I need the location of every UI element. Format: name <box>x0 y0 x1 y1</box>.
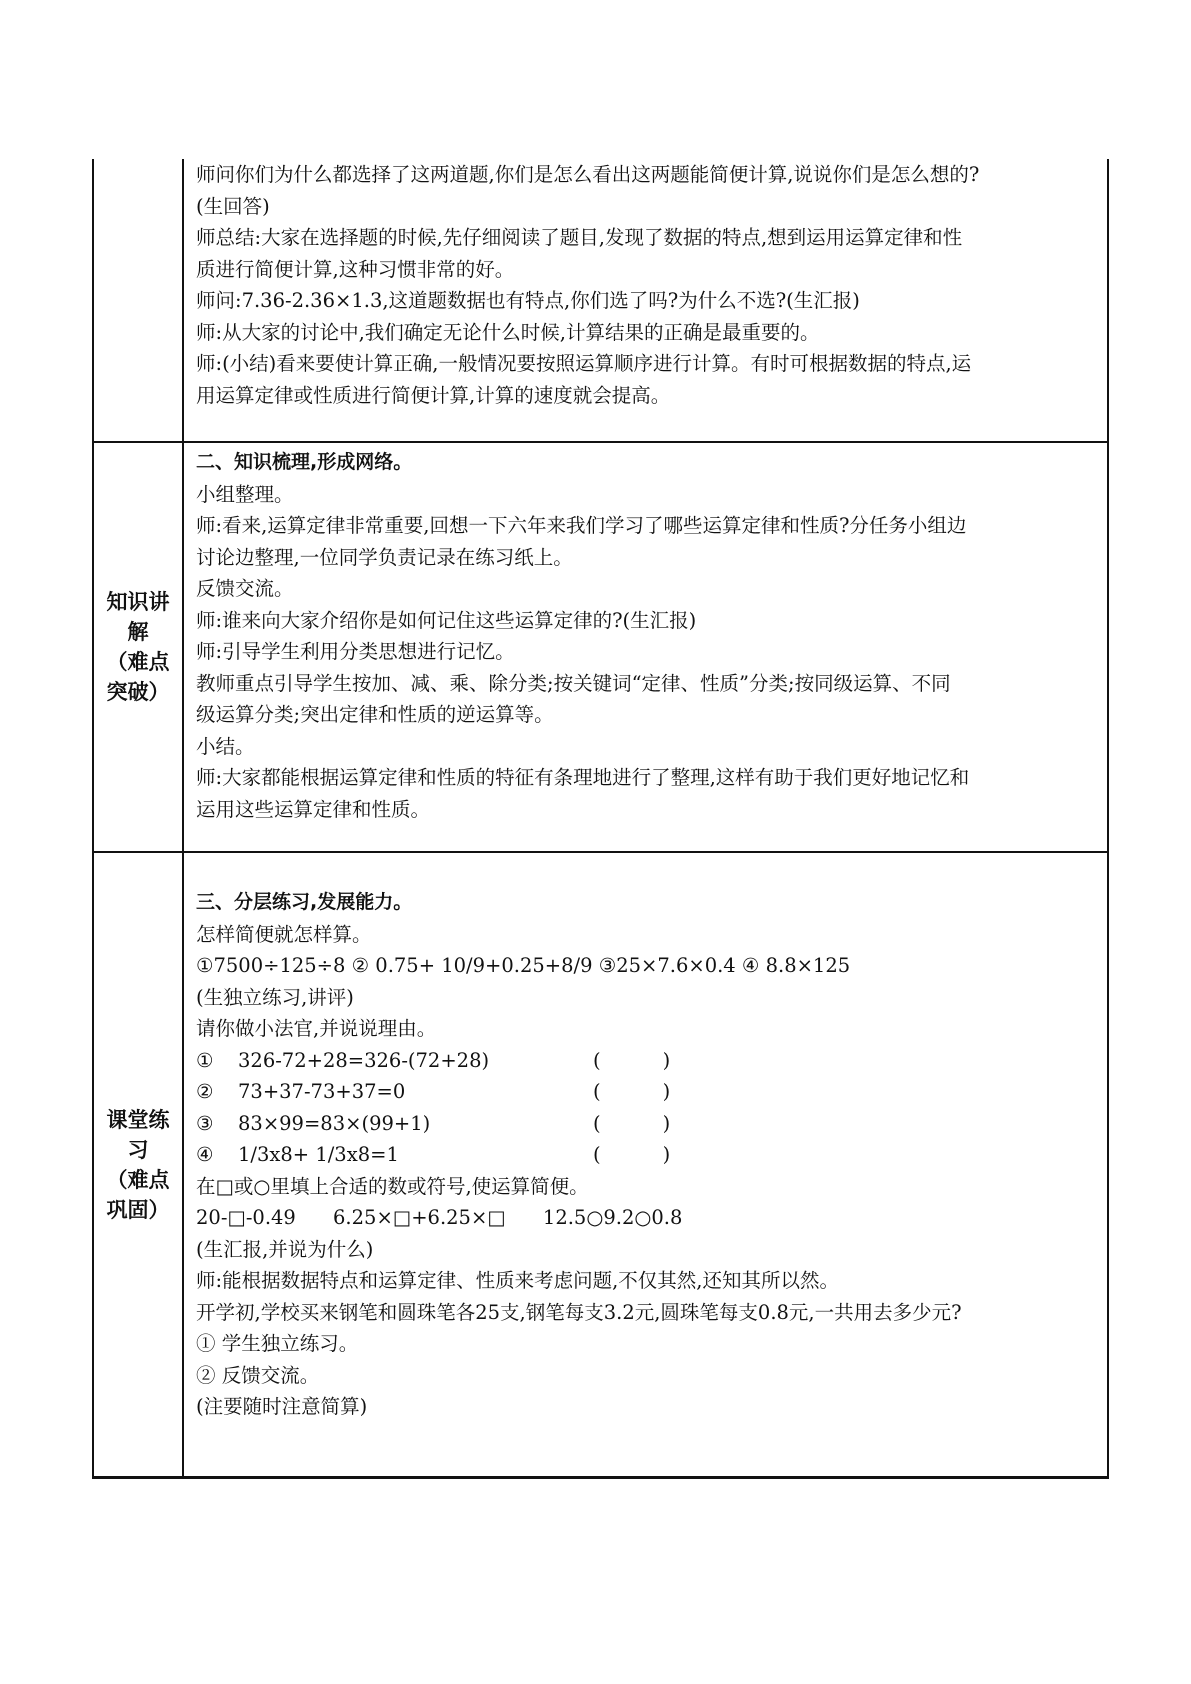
text-line: 师:能根据数据特点和运算定律、性质来考虑问题,不仅其然,还知其所以然。 <box>196 1269 839 1292</box>
judge-number: ① <box>196 1048 214 1072</box>
text-line: 讨论边整理,一位同学负责记录在练习纸上。 <box>196 545 573 569</box>
judge-expression: 1/3x8+ 1/3x8=1 <box>238 1143 399 1166</box>
text-line: ① 学生独立练习。 <box>196 1332 359 1355</box>
row-label-line: 知识讲 <box>106 590 170 614</box>
text-line: (生独立练习,讲评) <box>196 985 354 1009</box>
row-label <box>98 587 178 707</box>
row-label-cell <box>94 443 184 851</box>
judge-item <box>196 1076 1097 1108</box>
text-line: 在□或○里填上合适的数或符号,使运算简便。 <box>196 1174 589 1198</box>
text-line: 请你做小法官,并说说理由。 <box>196 1017 437 1040</box>
row-label-line: 课堂练 <box>106 1107 170 1132</box>
judge-number: ④ <box>196 1143 214 1166</box>
row-label-line: 解 <box>127 620 149 644</box>
judge-item <box>196 1139 1097 1171</box>
text-line: 级运算分类;突出定律和性质的逆运算等。 <box>196 703 554 726</box>
text-line: 用运算定律或性质进行简便计算,计算的速度就会提高。 <box>196 383 671 407</box>
exercise-line: 20-□-0.49 6.25×□+6.25×□ 12.5○9.2○0.8 <box>196 1206 683 1229</box>
table-row <box>94 159 1107 441</box>
text-line: 师总结:大家在选择题的时候,先仔细阅读了题目,发现了数据的特点,想到运用运算定律和性 <box>196 226 963 249</box>
answer-blank: ( ) <box>593 1143 671 1166</box>
judge-item <box>196 1108 1097 1140</box>
row-label-line: （难点 <box>106 650 170 674</box>
text-line: (生回答) <box>196 194 270 218</box>
row-label <box>98 1105 178 1225</box>
answer-blank: ( ) <box>593 1111 671 1135</box>
judge-item <box>196 1045 1097 1077</box>
text-line: 师:看来,运算定律非常重要,回想一下六年来我们学习了哪些运算定律和性质?分任务小组边 <box>196 514 967 537</box>
exercise-line: ①7500÷125÷8 ② 0.75+ 10/9+0.25+8/9 ③25×7.6×0.4 ④ 8.8×125 <box>196 954 851 977</box>
text-line: 师:(小结)看来要使计算正确,一般情况要按照运算顺序进行计算。有时可根据数据的特点,运 <box>196 352 972 375</box>
text-line: 师:从大家的讨论中,我们确定无论什么时候,计算结果的正确是最重要的。 <box>196 320 820 344</box>
lesson-plan-table <box>92 159 1109 1479</box>
text-line: 教师重点引导学生按加、减、乘、除分类;按关键词“定律、性质”分类;按同级运算、不同 <box>196 671 951 695</box>
row-label-cell <box>94 159 184 441</box>
row-label-line: 巩固） <box>106 1197 170 1222</box>
row-label-cell <box>94 853 184 1476</box>
text-line: 怎样简便就怎样算。 <box>196 922 372 946</box>
text-line: 小结。 <box>196 734 255 758</box>
text-line: 反馈交流。 <box>196 577 294 600</box>
text-line: (注要随时注意简算) <box>196 1395 368 1418</box>
section-heading: 三、分层练习,发展能力。 <box>196 891 413 913</box>
text-line: 师:谁来向大家介绍你是如何记住这些运算定律的?(生汇报) <box>196 608 697 632</box>
text-line: 小组整理。 <box>196 482 294 506</box>
text-line: 师:大家都能根据运算定律和性质的特征有条理地进行了整理,这样有助于我们更好地记忆和 <box>196 766 970 789</box>
answer-blank: ( ) <box>593 1048 671 1072</box>
text-line: 师:引导学生利用分类思想进行记忆。 <box>196 640 515 663</box>
text-line: ② 反馈交流。 <box>196 1363 320 1387</box>
row-label-line: （难点 <box>106 1167 170 1192</box>
row-label-line: 突破） <box>106 680 170 704</box>
table-row <box>94 441 1107 851</box>
row-content-cell <box>184 159 1107 441</box>
text-line: 开学初,学校买来钢笔和圆珠笔各25支,钢笔每支3.2元,圆珠笔每支0.8元,一共用去多少元? <box>196 1300 962 1324</box>
text-line: (生汇报,并说为什么) <box>196 1237 374 1261</box>
answer-blank: ( ) <box>593 1080 671 1103</box>
text-line: 师问你们为什么都选择了这两道题,你们是怎么看出这两题能简便计算,说说你们是怎么想的? <box>196 163 980 186</box>
judge-expression: 83×99=83×(99+1) <box>238 1111 431 1135</box>
judge-number: ② <box>196 1080 214 1103</box>
row-label-line: 习 <box>127 1137 149 1162</box>
row-content-cell <box>184 443 1107 851</box>
table-row <box>94 851 1107 1476</box>
judge-expression: 73+37-73+37=0 <box>238 1080 406 1103</box>
judge-expression: 326-72+28=326-(72+28) <box>238 1048 490 1072</box>
judge-number: ③ <box>196 1111 214 1135</box>
row-content-cell <box>184 853 1107 1476</box>
section-heading: 二、知识梳理,形成网络。 <box>196 451 413 473</box>
text-line: 质进行简便计算,这种习惯非常的好。 <box>196 257 515 281</box>
text-line: 运用这些运算定律和性质。 <box>196 797 431 821</box>
text-line: 师问:7.36-2.36×1.3,这道题数据也有特点,你们选了吗?为什么不选?(生汇报) <box>196 289 860 312</box>
